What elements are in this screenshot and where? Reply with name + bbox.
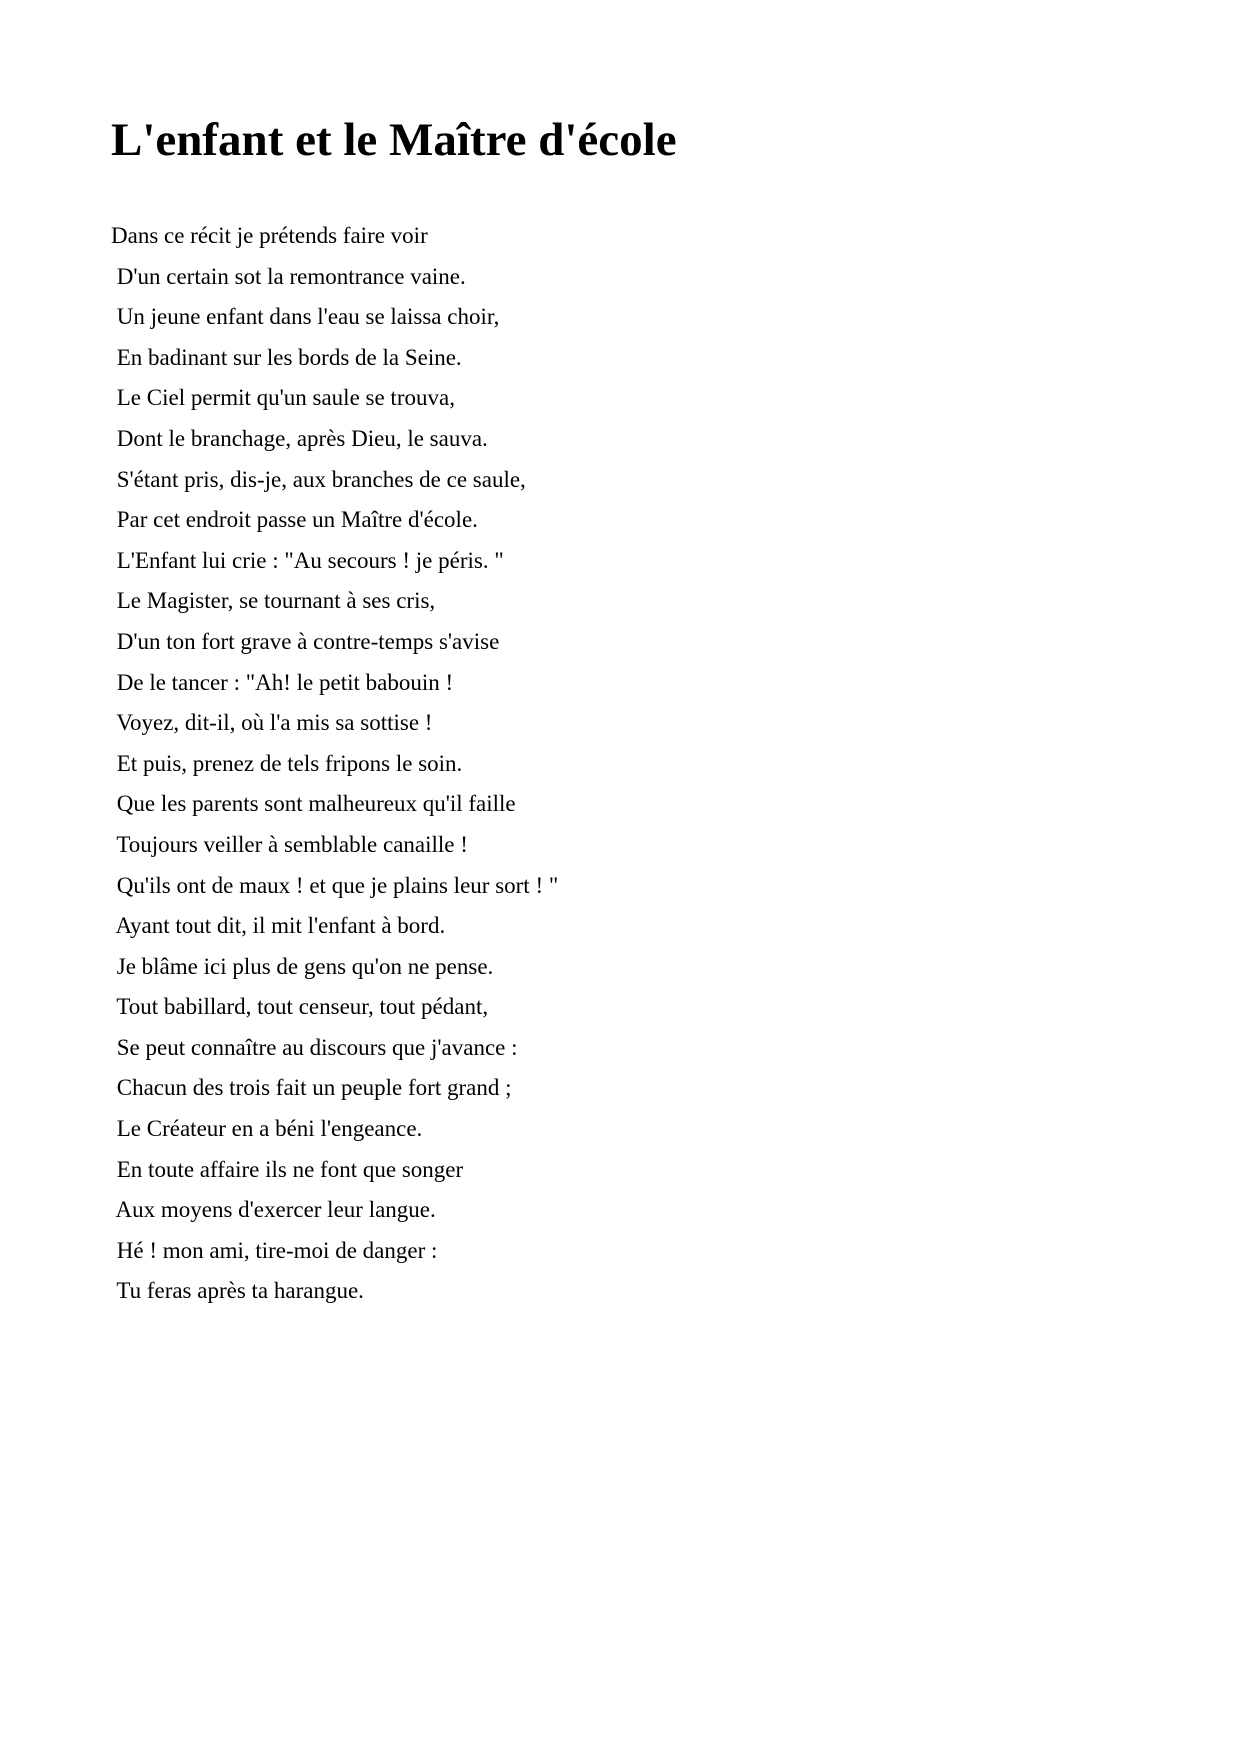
poem-verse: Et puis, prenez de tels fripons le soin. [111,750,463,776]
poem-verse: D'un certain sot la remontrance vaine. [111,263,466,289]
poem-verse: Se peut connaître au discours que j'avance : [111,1034,518,1060]
poem-verse: Ayant tout dit, il mit l'enfant à bord. [111,913,446,939]
poem-verse: Dans ce récit je prétends faire voir [111,223,428,248]
poem-verse: En badinant sur les bords de la Seine. [111,344,462,370]
poem-body [111,216,558,1312]
poem-verse: Tu feras après ta harangue. [111,1278,364,1304]
poem-verse: L'Enfant lui crie : "Au secours ! je péris. " [111,547,504,573]
page-title: L'enfant et le Maître d'école [111,114,677,166]
poem-verse: Chacun des trois fait un peuple fort grand ; [111,1075,512,1101]
poem-verse: Toujours veiller à semblable canaille ! [111,831,468,857]
poem-verse: De le tancer : "Ah! le petit babouin ! [111,669,454,695]
poem-verse: Que les parents sont malheureux qu'il faille [111,791,516,817]
poem-verse: Je blâme ici plus de gens qu'on ne pense. [111,953,494,979]
poem-verse: Par cet endroit passe un Maître d'école. [111,507,478,533]
poem-verse: Le Créateur en a béni l'engeance. [111,1116,423,1142]
poem-verse: Le Ciel permit qu'un saule se trouva, [111,385,455,411]
poem-verse: Le Magister, se tournant à ses cris, [111,588,436,614]
poem-verse: Tout babillard, tout censeur, tout pédant, [111,994,489,1020]
poem-verse: En toute affaire ils ne font que songer [111,1156,464,1182]
poem-verse: Dont le branchage, après Dieu, le sauva. [111,425,488,451]
poem-verse: Hé ! mon ami, tire-moi de danger : [111,1237,438,1263]
poem-verse: Qu'ils ont de maux ! et que je plains leur sort ! " [111,872,559,898]
poem-verse: Voyez, dit-il, où l'a mis sa sottise ! [111,710,433,736]
poem-verse: D'un ton fort grave à contre-temps s'avise [111,628,500,654]
poem-verse: S'étant pris, dis-je, aux branches de ce saule, [111,466,526,492]
poem-verse: Aux moyens d'exercer leur langue. [111,1197,436,1223]
poem-verse: Un jeune enfant dans l'eau se laissa choir, [111,304,500,330]
